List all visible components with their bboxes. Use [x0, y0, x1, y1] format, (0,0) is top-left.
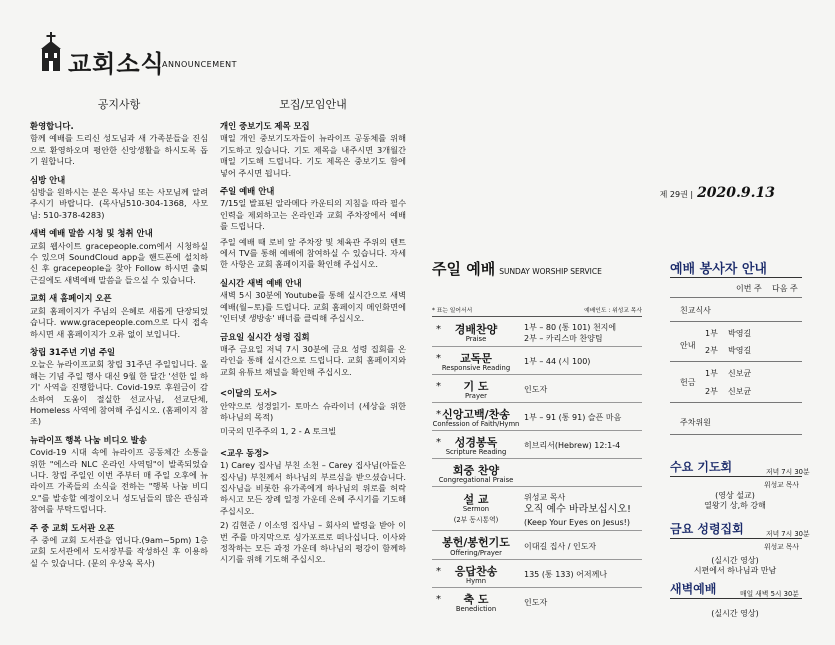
order-value: 이대길 집사 / 인도자 [524, 542, 597, 551]
order-value: 135 (통 133) 어저께나 [524, 570, 608, 579]
star-mark: * [436, 594, 441, 605]
order-title-en: Hymn [465, 577, 487, 585]
notice-title: 뉴라이프 행복 나눔 비디오 발송 [30, 434, 147, 445]
divider [670, 434, 802, 435]
star-mark: * [436, 409, 441, 420]
divider [670, 538, 802, 539]
order-value: 1부 – 44 (시 100) [524, 357, 591, 366]
order-value: 위성교 목사 [524, 493, 566, 502]
wednesday-type: (영상 설교) [715, 491, 755, 500]
news-body: 2) 김현준 / 이소영 집사님 – 회사의 발령을 받아 이번 주를 마지막으로 싱가포르로 떠나십니다. 이사와 정착하는 모든 과정 가운데 하나님의 평강이 함께하시기를 위해 기도해 주십시오. [220, 520, 406, 565]
issue-info [660, 185, 775, 201]
notice-body: 오늘은 뉴라이프교회 창립 31주년 주일입니다. 올해는 기념 주일 행사 대신 9월 한 달간 '선한 일 하기' 사역을 진행합니다. Covid-19로 후원금이 감소하여 도움이 절실한 선교사님, 선교단체, Homeless 사역에 참여해 주십시오. (홈페이지 참조) [30, 359, 208, 427]
sermon-title: 오직 예수 바라보십시오! [524, 504, 631, 515]
order-title-en: Praise [465, 335, 487, 343]
notice-title: 교회 새 홈페이지 오픈 [30, 293, 112, 304]
order-row [432, 347, 642, 375]
divider [670, 321, 802, 322]
order-row [432, 375, 642, 403]
notice-title: 창립 31주년 기념 주일 [30, 346, 116, 357]
friday-pastor: 위성교 목사 [764, 543, 799, 551]
order-title: 성경봉독 [454, 436, 498, 449]
recruit-title: 개인 중보기도 제목 모집 [220, 121, 310, 131]
notice-title: 새벽 예배 말씀 시청 및 청취 안내 [30, 228, 153, 239]
dawn-title: 새벽예배 [670, 582, 717, 596]
recruit-title: 금요일 실시간 성령 집회 [220, 331, 310, 342]
order-title-en: Benediction [455, 605, 497, 613]
book-line: 안약으로 성경읽기- 토마스 슈라이너 (세상을 위한 하나님의 목적) [220, 400, 406, 422]
order-title-en: Responsive Reading [441, 364, 511, 372]
divider [670, 297, 802, 298]
offering-name: 신보균 [728, 369, 752, 378]
order-title: 경배찬양 [454, 323, 498, 336]
offering-part: 2부 [705, 387, 718, 396]
news-title: <교우 동정> [220, 447, 270, 458]
notice-body: 심방을 원하시는 분은 목사님 또는 사모님께 알려주시기 바랍니다. (목사님510-304-1368, 사모님: 510-378-4283) [30, 187, 208, 220]
order-row [432, 318, 642, 347]
book-line: 미국의 민주주의 1, 2 - A 토크빌 [220, 426, 337, 437]
friday-topic: 시편에서 하나님과 만남 [693, 566, 777, 575]
notices-heading: 공지사항 [97, 98, 141, 111]
star-mark: * [436, 324, 441, 335]
order-value: 1부 – 80 (통 101) 천지에 [524, 323, 617, 332]
dawn-type: (실시간 영상) [711, 609, 759, 618]
order-title: 신앙고백/찬송 [442, 408, 510, 421]
divider [670, 476, 802, 477]
divider [670, 598, 802, 599]
notice-body: Covid-19 시대 속에 뉴라이프 공동체간 소통을 위한 "에스라 NLC 온라인 사역팀"이 발족되었습니다. 창립 주일인 이번 주부터 매 주일 오후에 뉴라이프 가족들의 소식을 전하는 "행복 나눔 비디오"를 발송할 예정이오니 성도님들의 많은 관심과 참여를 부탁드립니다. [30, 447, 208, 515]
order-row [432, 560, 642, 588]
page-subtitle: ANNOUNCEMENT [162, 60, 238, 69]
notice-body: 함께 예배를 드리신 성도님과 새 가족분들을 진심으로 환영하오며 평안한 신앙생활을 하시도록 돕기 원합니다. [30, 133, 208, 167]
issue-volume: 제 29권 | [659, 190, 694, 199]
order-title-note: (2부 동시통역) [453, 516, 499, 524]
recruit-title: 주일 예배 안내 [220, 186, 275, 197]
order-title-en: Confession of Faith/Hymn [432, 420, 520, 428]
offering-name: 신보균 [728, 387, 752, 396]
issue-date: 2020.9.13 [697, 185, 775, 201]
order-row [432, 403, 642, 431]
order-title: 축 도 [463, 593, 489, 606]
star-mark: * [436, 566, 441, 577]
order-title: 교독문 [460, 352, 492, 365]
worship-title: 주일 예배 [432, 260, 496, 278]
order-row [432, 588, 642, 616]
divider [670, 277, 802, 278]
order-value: 2부 – 카리스마 찬양팀 [524, 334, 603, 343]
order-title: 설 교 [463, 493, 489, 506]
col-next-week: 다음 주 [772, 284, 798, 293]
worship-heading [432, 258, 602, 279]
news-body: 1) Carey 집사님 부친 소천 – Carey 집사님(아들은 집사님) 부친께서 하나님의 부르심을 받으셨습니다. 집사님을 비롯한 유가족에게 하나님의 위로를 허락하시고 모든 장례 일정 가운데 은혜 주시기를 기도해 주십시오. [220, 460, 406, 516]
order-row [432, 431, 642, 459]
order-title: 응답찬송 [454, 565, 498, 578]
order-value: 히브리서(Hebrew) 12:1-4 [524, 441, 621, 450]
notice-body: 주 중에 교회 도서관을 엽니다.(9am~5pm) 1층 교회 도서관에서 도서장부를 작성하신 후 이용하실 수 있습니다. (문의 우상욱 목사) [30, 535, 208, 568]
offering-part: 1부 [705, 369, 718, 378]
worship-meta [432, 305, 642, 314]
order-title-en: Offering/Prayer [450, 549, 502, 557]
book-title: <이달의 도서> [220, 388, 278, 399]
order-row [432, 459, 642, 487]
wednesday-pastor: 위성교 목사 [764, 481, 799, 489]
wednesday-title: 수요 기도회 [670, 460, 733, 474]
worship-subtitle: SUNDAY WORSHIP SERVICE [499, 267, 602, 276]
recruit-body: 7/15일 발표된 알라메다 카운티의 지침을 따라 필수인력을 제외하고는 온라인과 교회 주차장에서 예배를 드립니다. [220, 198, 406, 232]
order-title-en: Congregational Praise [438, 476, 514, 484]
dawn-time: 매일 새벽 5시 30분 [740, 590, 799, 598]
recruit-heading: 모집/모임안내 [279, 98, 347, 111]
usher-part: 1부 [705, 329, 718, 338]
recruit-column [220, 114, 406, 566]
offering-label: 헌금 [680, 378, 696, 387]
order-title-en: Sermon [462, 505, 490, 513]
friday-type: (실시간 영상) [711, 556, 759, 565]
order-title: 회중 찬양 [452, 464, 500, 477]
church-cross-icon [38, 32, 64, 72]
star-mark: * [436, 381, 441, 392]
divider [432, 316, 642, 317]
notices-column [30, 114, 208, 569]
parking-label: 주차위원 [680, 418, 711, 427]
recruit-body: 매주 금요일 저녁 7시 30분에 금요 성령 집회를 온라인을 통해 실시간으로 드립니다. 교회 홈페이지와 교회 유튜브 채널을 확인해 주십시오. [220, 343, 406, 377]
sermon-title-en: (Keep Your Eyes on Jesus!) [524, 518, 630, 527]
notice-body: 교회 웹사이트 gracepeople.com에서 시청하실 수 있으며 SoundCloud app을 핸드폰에 설치하신 후 gracepeople을 찾아 Follow 하시면 출퇴근길에도 새벽예배 말씀을 들으실 수 있습니다. [30, 240, 208, 285]
friday-time: 저녁 7시 30분 [766, 530, 810, 538]
notice-title: 주 중 교회 도서관 오픈 [30, 522, 115, 533]
usher-name: 박영길 [728, 346, 752, 355]
recruit-body: 주일 예배 때 로비 앞 주차장 및 체육관 주위의 텐트에서 TV를 통해 예배에 참여하실 수 있습니다. 자세한 사항은 교회 홈페이지를 확인해 주십시오. [220, 236, 406, 270]
order-value: 인도자 [524, 598, 548, 607]
volunteers-heading: 예배 봉사자 안내 [670, 262, 767, 277]
divider [670, 361, 802, 362]
order-title: 봉헌/봉헌기도 [442, 536, 510, 549]
order-row [432, 531, 642, 560]
divider [670, 402, 802, 403]
order-title-en: Scripture Reading [445, 448, 507, 456]
usher-part: 2부 [705, 346, 718, 355]
recruit-body: 매일 개인 중보기도자들이 뉴라이프 공동체를 위해 기도하고 있습니다. 기도 제목을 내주시면 3개월간 매일 기도해 드립니다. 기도 제목은 중보기도 함에 넣어 주시면 됩니다. [220, 133, 406, 178]
notice-body: 교회 홈페이지가 주님의 은혜로 새롭게 단장되었습니다. www.gracepeople.com으로 다시 접속하시면 새 홈페이지가 오류 없이 보입니다. [30, 305, 208, 339]
worship-note: * 표는 일어서서 [432, 308, 473, 314]
recruit-title: 실시간 새벽 예배 안내 [220, 277, 302, 288]
star-mark: * [436, 437, 441, 448]
usher-name: 박영길 [728, 329, 752, 338]
order-title: 기 도 [463, 380, 489, 393]
greeting-label: 친교식사 [680, 306, 711, 315]
worship-leader: 예배인도 : 위성교 목사 [584, 308, 642, 314]
wednesday-time: 저녁 7시 30분 [766, 468, 810, 476]
notice-title: 환영합니다. [30, 121, 74, 131]
col-this-week: 이번 주 [736, 284, 762, 293]
friday-title: 금요 성령집회 [670, 522, 744, 536]
notice-title: 심방 안내 [30, 174, 66, 185]
recruit-body: 새벽 5시 30분에 Youtube를 통해 실시간으로 새벽예배(월~토)를 드립니다. 교회 홈페이지 메인화면에 '인터넷 생방송' 배너를 클릭해 주십시오. [220, 290, 406, 324]
wednesday-topic: 열왕기 상,하 강해 [704, 501, 766, 510]
star-mark: * [436, 353, 441, 364]
order-title-en: Prayer [465, 392, 487, 400]
page-title: 교회소식 [68, 50, 165, 78]
order-row [432, 487, 642, 531]
usher-label: 안내 [680, 341, 696, 350]
order-value: 1부 – 91 (통 91) 슬픈 마음 [524, 413, 622, 422]
order-value: 인도자 [524, 385, 548, 394]
